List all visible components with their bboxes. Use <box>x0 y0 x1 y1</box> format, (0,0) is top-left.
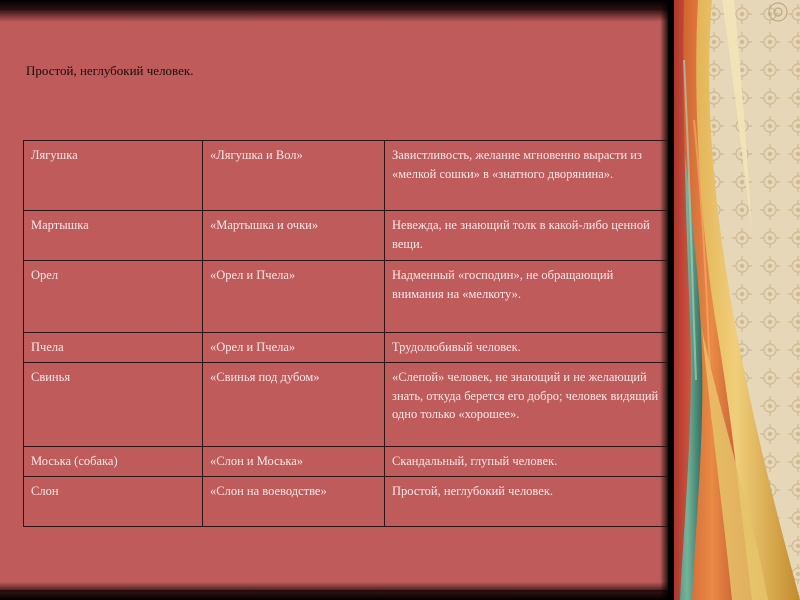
table-row <box>24 477 668 527</box>
fable-cell: «Орел и Пчела» <box>203 261 385 333</box>
trait-cell: Трудолюбивый человек. <box>385 333 668 363</box>
table-row <box>24 333 668 363</box>
table-row <box>24 447 668 477</box>
character-cell: Моська (собака) <box>24 447 203 477</box>
trait-cell: Простой, неглубокий человек. <box>385 477 668 527</box>
trait-cell: Завистливость, желание мгновенно вырасти из «мелкой сошки» в «знатного дворянина». <box>385 141 668 211</box>
slide-subtitle: Простой, неглубокий человек. <box>26 63 194 78</box>
table-row <box>24 261 668 333</box>
decorative-border <box>672 0 800 600</box>
character-cell: Пчела <box>24 333 203 363</box>
trait-cell: Скандальный, глупый человек. <box>385 447 668 477</box>
trait-cell: Невежда, не знающий толк в какой-либо ценной вещи. <box>385 211 668 261</box>
table-row <box>24 141 668 211</box>
trait-cell: «Слепой» человек, не знающий и не желающий знать, откуда берется его добро; человек видящий одно только «хорошее». <box>385 363 668 447</box>
fable-cell: «Орел и Пчела» <box>203 333 385 363</box>
bottom-shadow <box>0 582 668 600</box>
fable-cell: «Слон на воеводстве» <box>203 477 385 527</box>
character-cell: Свинья <box>24 363 203 447</box>
table-row <box>24 211 668 261</box>
character-cell: Орел <box>24 261 203 333</box>
character-cell: Слон <box>24 477 203 527</box>
character-cell: Лягушка <box>24 141 203 211</box>
fable-cell: «Свинья под дубом» <box>203 363 385 447</box>
fable-cell: «Лягушка и Вол» <box>203 141 385 211</box>
table-row <box>24 363 668 447</box>
fable-cell: «Слон и Моська» <box>203 447 385 477</box>
fables-table <box>23 140 668 527</box>
character-cell: Мартышка <box>24 211 203 261</box>
trait-cell: Надменный «господин», не обращающий внимания на «мелкоту». <box>385 261 668 333</box>
ornament-graphic <box>672 0 800 600</box>
fable-cell: «Мартышка и очки» <box>203 211 385 261</box>
top-shadow <box>0 0 668 22</box>
